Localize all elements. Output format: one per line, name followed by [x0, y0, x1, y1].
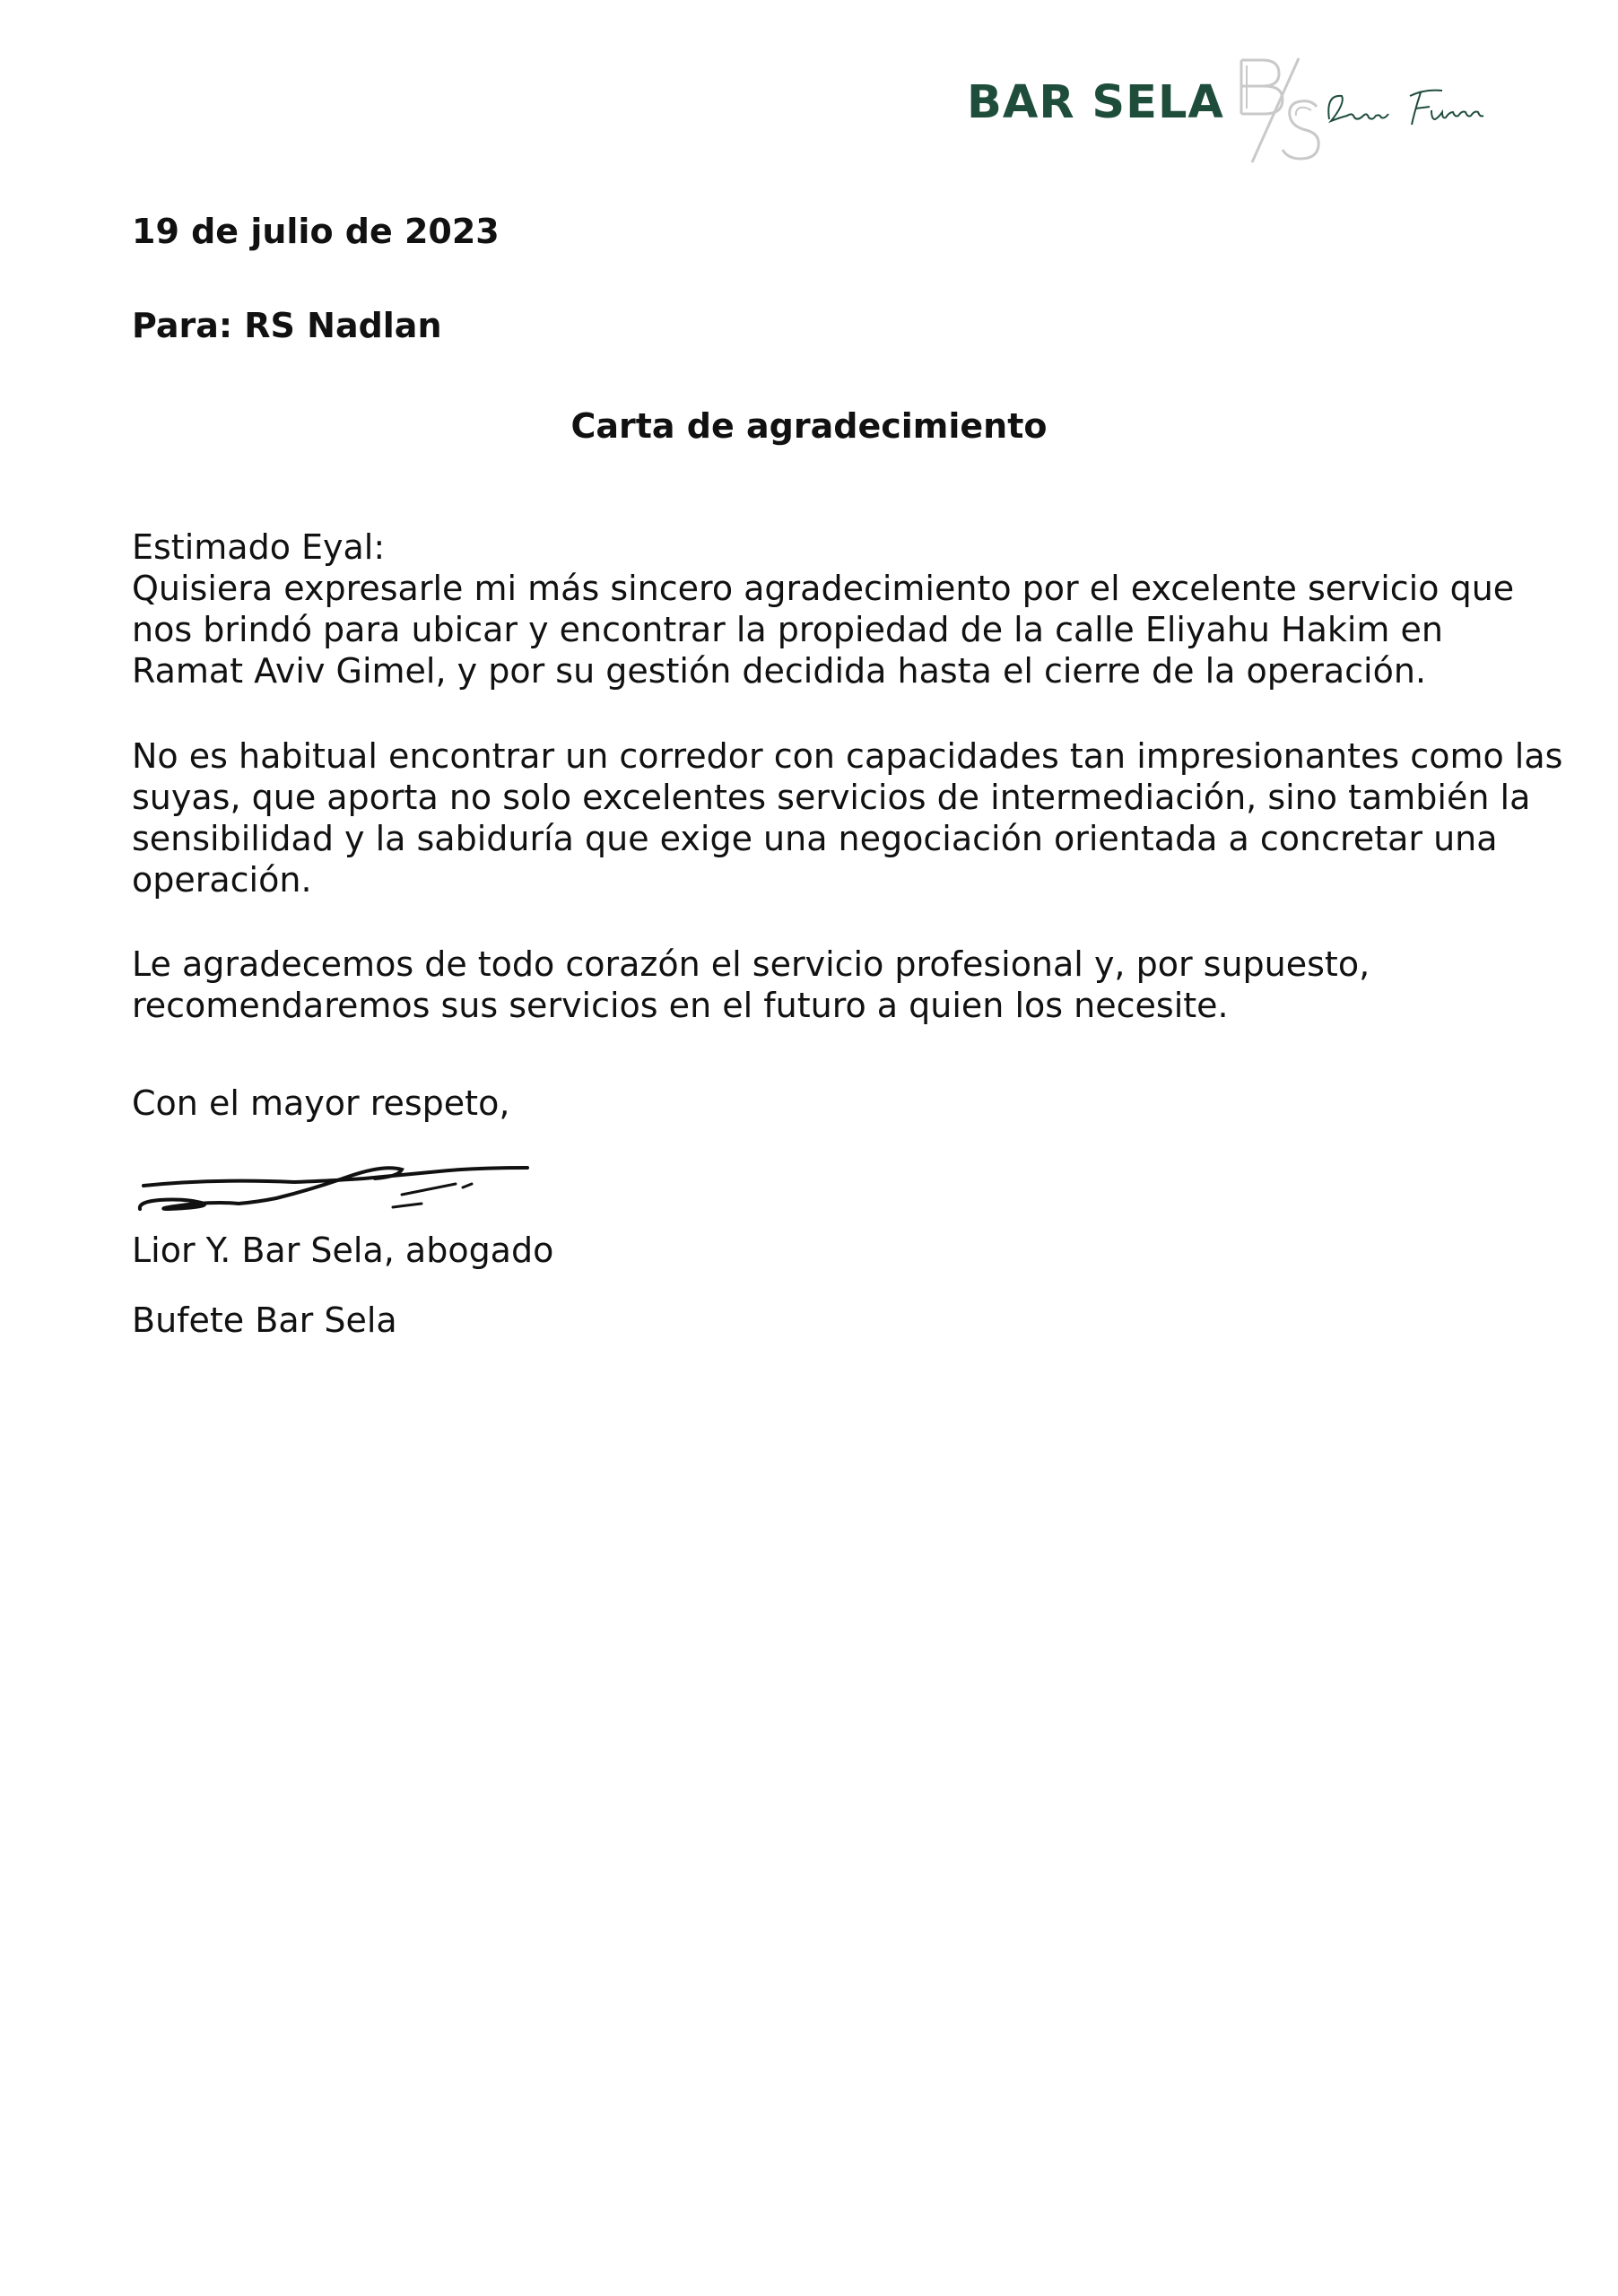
paragraph-line: Quisiera expresarle mi más sincero agradecimiento por el excelente servicio que: [132, 569, 1515, 608]
paragraph-line: recomendaremos sus servicios en el futuro a quien los necesite.: [132, 986, 1229, 1025]
handwritten-signature: [133, 1157, 536, 1224]
letter-greeting: Estimado Eyal:: [132, 527, 386, 567]
paragraph-line: sensibilidad y la sabiduría que exige una negociación orientada a concretar una: [132, 819, 1498, 858]
paragraph-line: Ramat Aviv Gimel, y por su gestión decidida hasta el cierre de la operación.: [132, 651, 1427, 691]
letter-closing: Con el mayor respeto,: [132, 1083, 510, 1123]
paragraph-line: suyas, que aporta no solo excelentes servicios de intermediación, sino también la: [132, 778, 1531, 817]
monogram-logo: [1229, 51, 1336, 168]
paragraph-line: operación.: [132, 860, 312, 900]
paragraph-line: No es habitual encontrar un corredor con capacidades tan impresionantes como las: [132, 736, 1563, 776]
paragraph-line: Le agradecemos de todo corazón el servicio profesional y, por supuesto,: [132, 944, 1370, 984]
letterhead-logo: [960, 49, 1507, 170]
paragraph-2: [132, 735, 1563, 900]
paragraph-1: [132, 568, 1513, 691]
letter-subject: Carta de agradecimiento: [570, 406, 1048, 446]
signer-name: Lior Y. Bar Sela, abogado: [132, 1231, 554, 1270]
paragraph-3: [132, 944, 1513, 1026]
law-firm-script: [1322, 76, 1501, 148]
paragraph-line: nos brindó para ubicar y encontrar la propiedad de la calle Eliyahu Hakim en: [132, 610, 1443, 649]
letter-date: 19 de julio de 2023: [132, 212, 500, 251]
letter-recipient: Para: RS Nadlan: [132, 306, 442, 345]
signer-firm: Bufete Bar Sela: [132, 1300, 397, 1340]
firm-name: BAR SELA: [967, 76, 1224, 129]
